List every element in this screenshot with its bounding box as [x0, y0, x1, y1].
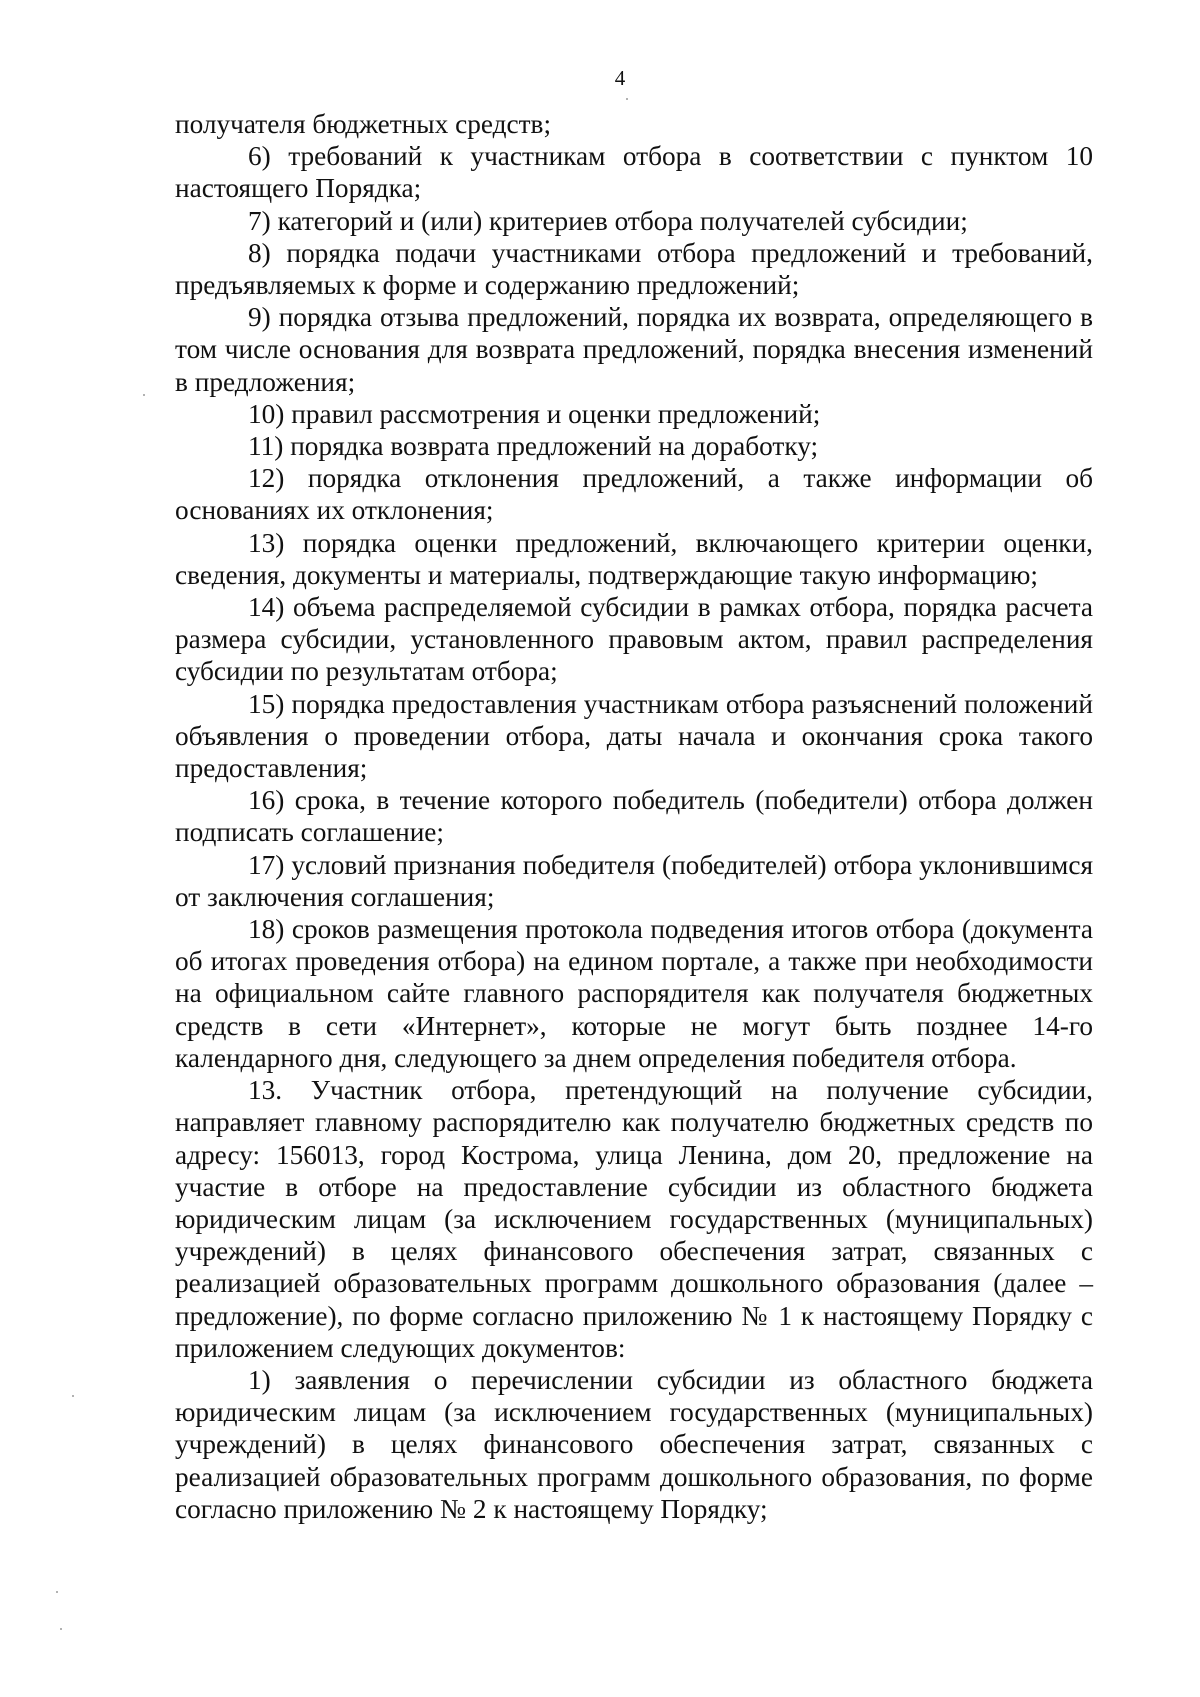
paragraph-7: 11) порядка возврата предложений на доработку; — [248, 431, 819, 462]
paragraph-9: 13) порядка оценки предложений, включающего критерии оценки, сведения, документы и материалы, подтверждающие такую информацию; — [175, 527, 1093, 590]
paragraph-12: 16) срока, в течение которого победитель (победители) отбора должен подписать соглашение; — [175, 785, 1093, 848]
document-body — [175, 108, 1093, 1525]
scan-speck — [60, 1628, 62, 1630]
scan-speck — [56, 1591, 58, 1593]
paragraph-13: 17) условий признания победителя (победителей) отбора уклонившимся от заключения соглашения; — [175, 849, 1093, 912]
scan-speck — [143, 394, 145, 396]
scan-speck — [626, 98, 628, 100]
paragraph-4: 8) порядка подачи участниками отбора предложений и требований, предъявляемых к форме и содержанию предложений; — [175, 237, 1093, 301]
paragraph-2: 6) требований к участникам отбора в соответствии с пунктом 10 настоящего Порядка; — [175, 141, 1093, 204]
paragraph-11: 15) порядка предоставления участникам отбора разъяснений положений объявления о проведении отбора, даты начала и окончания срока такого предоставления; — [175, 688, 1093, 784]
paragraph-16: 1) заявления о перечислении субсидии из областного бюджета юридическим лицам (за исключением государственных (муниципальных) учреждений) в целях финансового обеспечения затрат, связанных с реализацией образовательных программ дошкольного образования, по форме согласно приложению № 2 к настоящему Порядку; — [175, 1364, 1093, 1524]
page-number: 4 — [614, 66, 626, 90]
paragraph-6: 10) правил рассмотрения и оценки предложений; — [248, 398, 821, 429]
paragraph-1: получателя бюджетных средств; — [175, 109, 552, 139]
paragraph-5: 9) порядка отзыва предложений, порядка их возврата, определяющего в том числе основания для возврата предложений, порядка внесения изменений в предложения; — [175, 302, 1093, 397]
paragraph-15: 13. Участник отбора, претендующий на получение субсидии, направляет главному распорядителю как получателю бюджетных средств по адресу: 156013, город Кострома, улица Ленина, дом 20, предложение на участие в отборе на предоставление субсидии из областного бюджета юридическим лицам (за исключением государственных (муниципальных) учреждений) в целях финансового обеспечения затрат, связанных с реализацией образовательных программ дошкольного образования (далее – предложение), по форме согласно приложению № 1 к настоящему Порядку с приложением следующих документов: — [175, 1075, 1093, 1363]
paragraph-14: 18) сроков размещения протокола подведения итогов отбора (документа об итогах проведения отбора) на едином портале, а также при необходимости на официальном сайте главного распорядителя как получателя бюджетных средств в сети «Интернет», которые не могут быть позднее 14-го календарного дня, следующего за днем определения победителя отбора. — [175, 914, 1093, 1073]
paragraph-8: 12) порядка отклонения предложений, а также информации об основаниях их отклонения; — [175, 463, 1093, 526]
scan-speck — [72, 1395, 74, 1397]
paragraph-3: 7) категорий и (или) критериев отбора получателей субсидии; — [248, 205, 968, 236]
paragraph-10: 14) объема распределяемой субсидии в рамках отбора, порядка расчета размера субсидии, установленного правовым актом, правил распределения субсидии по результатам отбора; — [175, 592, 1093, 687]
